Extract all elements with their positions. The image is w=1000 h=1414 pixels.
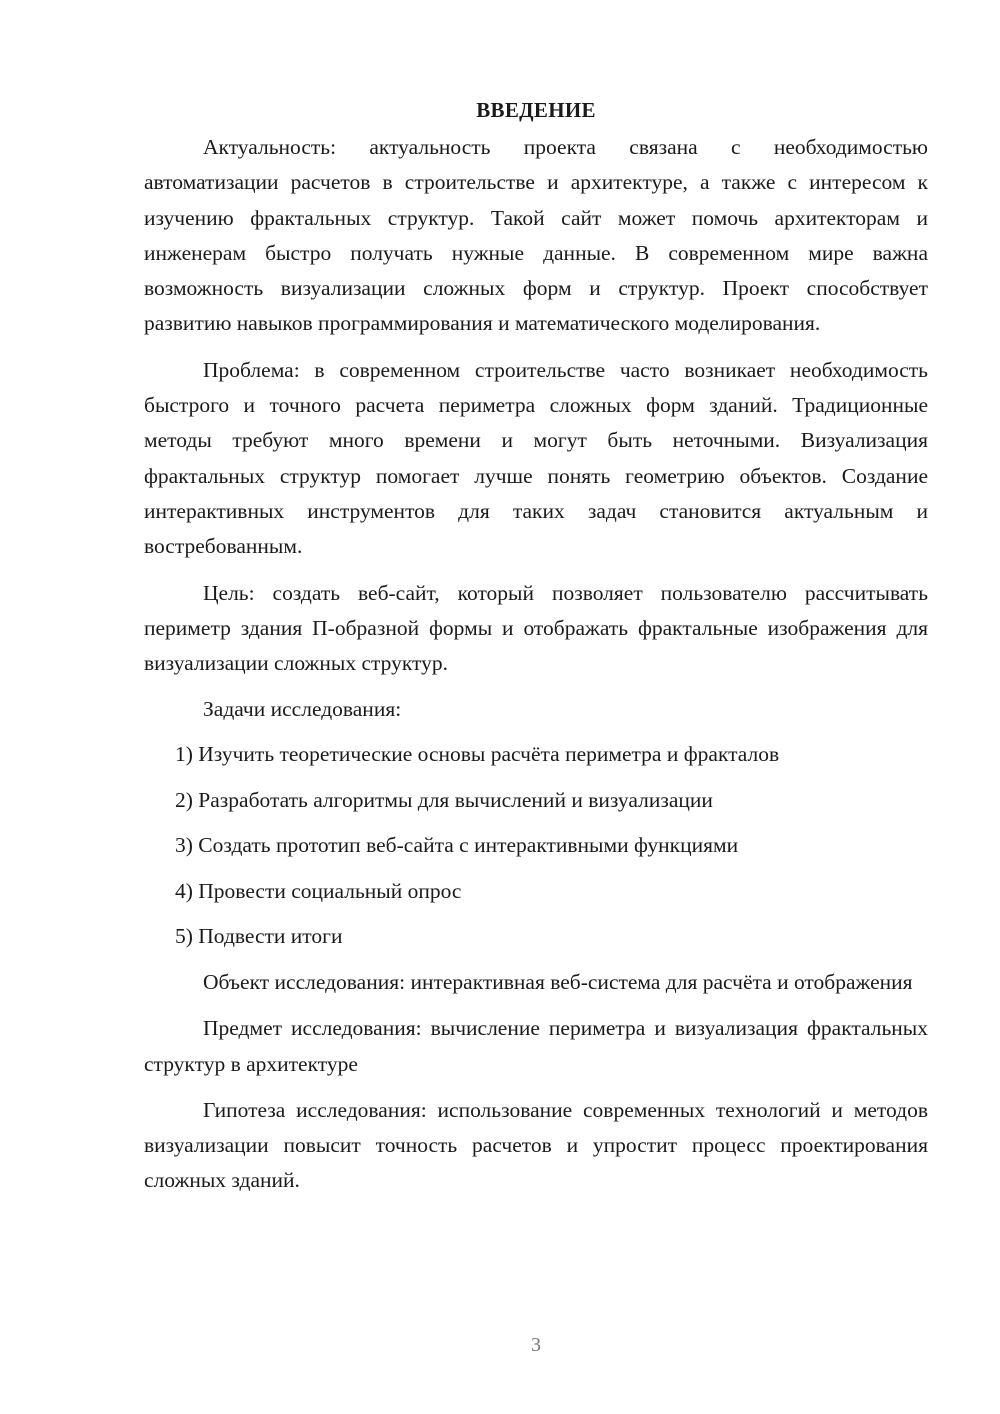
paragraph-relevance: Актуальность: актуальность проекта связана с необходимостью автоматизации расчетов в строительстве и архитектуре, а также с интересом к изучению фрактальных структур. Такой сайт может помочь архитекторам и инженерам быстро получать нужные данные. В современном мире важна возможность визуализации сложных форм и структур. Проект способствует развитию навыков программирования и математического моделирования. <box>144 135 928 336</box>
document-page <box>144 90 928 1210</box>
paragraph-problem: Проблема: в современном строительстве часто возникает необходимость быстрого и точного расчета периметра сложных форм зданий. Традиционные методы требуют много времени и могут быть неточными. Визуализация фрактальных структур помогает лучше понять геометрию объектов. Создание интерактивных инструментов для таких задач становится актуальным и востребованным. <box>144 357 928 559</box>
paragraph-hypothesis: Гипотеза исследования: использование современных технологий и методов визуализации повысит точность расчетов и упростит процесс проектирования сложных зданий. <box>144 1097 928 1193</box>
task-item: 5) Подвести итоги <box>175 924 343 949</box>
task-item: 4) Провести социальный опрос <box>175 878 462 903</box>
task-list <box>144 737 928 954</box>
paragraph-subject: Предмет исследования: вычисление периметра и визуализация фрактальных структур в архитектуре <box>144 1016 928 1076</box>
page-number: 3 <box>531 1334 541 1356</box>
task-item: 3) Создать прототип веб-сайта с интерактивными функциями <box>175 833 739 858</box>
task-item: 1) Изучить теоретические основы расчёта периметра и фракталов <box>175 742 780 767</box>
task-item: 2) Разработать алгоритмы для вычислений и визуализации <box>175 787 713 812</box>
tasks-heading: Задачи исследования: <box>203 697 402 722</box>
section-title: ВВЕДЕНИЕ <box>476 98 596 122</box>
paragraph-goal: Цель: создать веб-сайт, который позволяет пользователю рассчитывать периметр здания П-образной формы и отображать фрактальные изображения для визуализации сложных структур. <box>144 580 928 676</box>
paragraph-object: Объект исследования: интерактивная веб-система для расчёта и отображения <box>203 969 913 994</box>
